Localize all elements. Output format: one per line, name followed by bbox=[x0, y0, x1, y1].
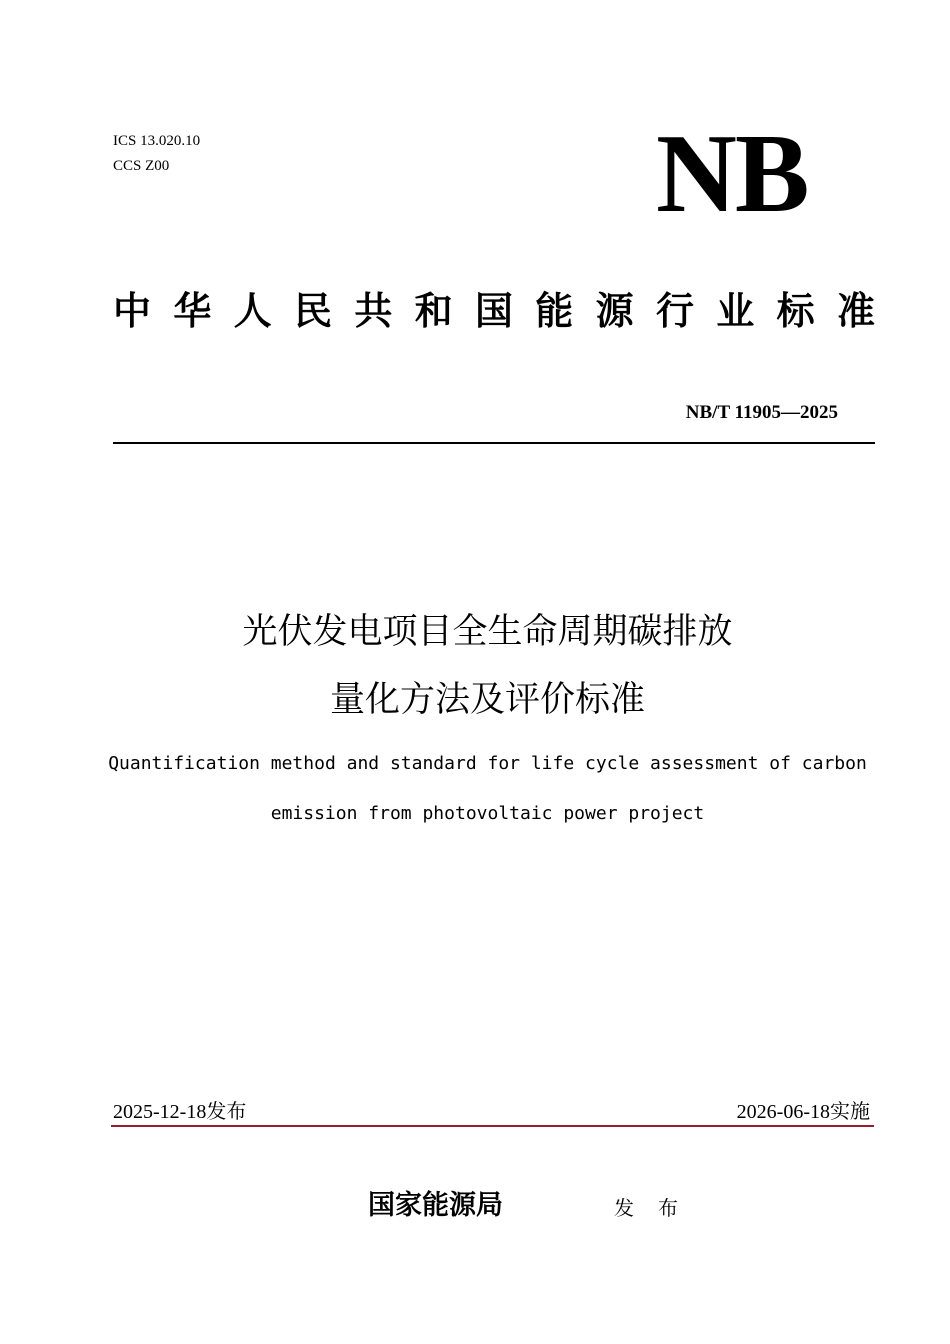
industry-title-char: 华 bbox=[173, 289, 212, 333]
industry-title-char: 民 bbox=[293, 289, 332, 333]
industry-title-char: 准 bbox=[836, 289, 875, 333]
footer-divider bbox=[111, 1125, 874, 1127]
industry-title-char: 标 bbox=[776, 289, 815, 333]
industry-title-char: 共 bbox=[354, 289, 393, 333]
standard-number: NB/T 11905—2025 bbox=[685, 402, 838, 423]
effective-date: 2026-06-18实施 bbox=[736, 1101, 870, 1123]
publication-date: 2025-12-18发布 bbox=[113, 1101, 247, 1123]
industry-title-char: 行 bbox=[655, 289, 694, 333]
industry-title-char: 中 bbox=[113, 289, 152, 333]
industry-title-char: 人 bbox=[233, 289, 272, 333]
english-title-line-1: Quantification method and standard for life cycle assessment of carbon bbox=[108, 753, 867, 774]
header-divider bbox=[113, 442, 875, 444]
nb-logo: NB bbox=[656, 112, 808, 236]
industry-standard-title bbox=[113, 286, 875, 336]
industry-title-char: 国 bbox=[474, 289, 513, 333]
industry-title-char: 和 bbox=[414, 289, 453, 333]
chinese-title-line-1: 光伏发电项目全生命周期碳排放 bbox=[242, 612, 733, 652]
english-title-line-2: emission from photovoltaic power project bbox=[270, 803, 705, 824]
ics-code: ICS 13.020.10 bbox=[113, 133, 201, 149]
industry-title-char: 源 bbox=[595, 289, 634, 333]
industry-title-char: 业 bbox=[716, 289, 755, 333]
issue-label: 发布 bbox=[614, 1196, 702, 1220]
chinese-title-line-2: 量化方法及评价标准 bbox=[329, 680, 645, 720]
ccs-code: CCS Z00 bbox=[113, 158, 170, 174]
industry-title-char: 能 bbox=[535, 289, 574, 333]
issuing-authority: 国家能源局 bbox=[368, 1190, 503, 1221]
